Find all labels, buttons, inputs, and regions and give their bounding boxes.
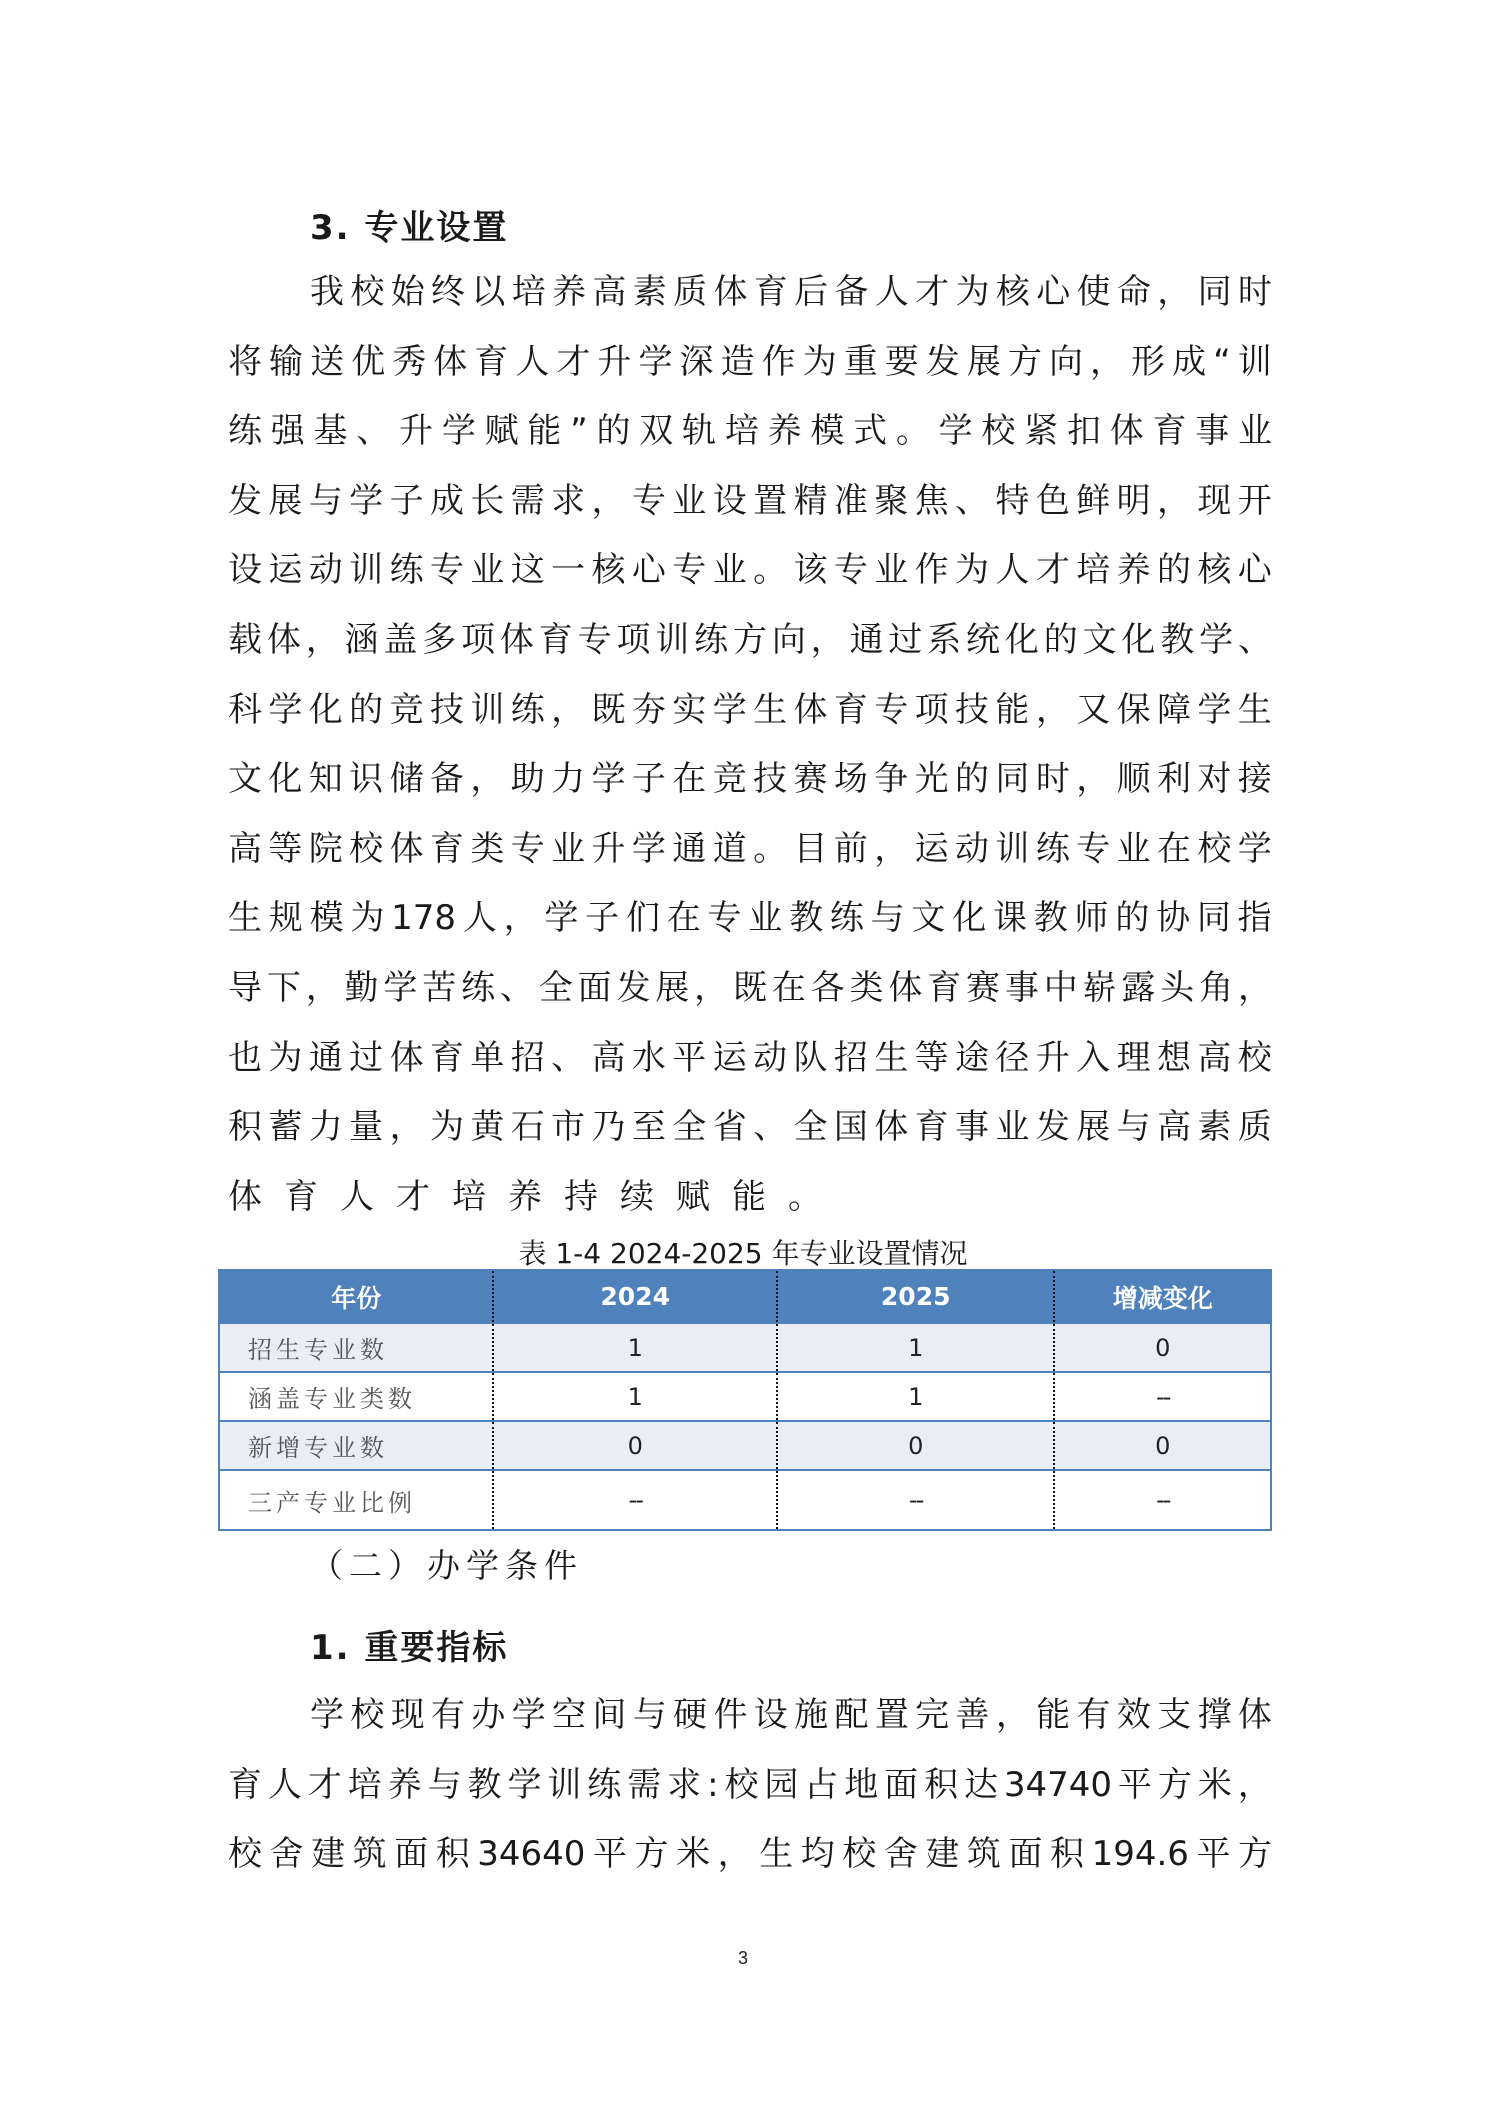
- paragraph-line: 高 等 院 校 体 育 类 专 业 升 学 通 道 。 目 前 ， 运 动 训 练 专 业 在 校 学: [228, 828, 1272, 869]
- row-label: 涵盖专业类数: [219, 1372, 493, 1421]
- paragraph-line: 载 体 ， 涵 盖 多 项 体 育 专 项 训 练 方 向 ， 通 过 系 统 化 的 文 化 教 学 、: [228, 619, 1272, 660]
- paragraph-line: 学 校 现 有 办 学 空 间 与 硬 件 设 施 配 置 完 善 ， 能 有 效 支 撑 体: [310, 1695, 1272, 1735]
- paragraph-line: 科 学 化 的 竞 技 训 练 ， 既 夯 实 学 生 体 育 专 项 技 能 ， 又 保 障 学 生: [228, 689, 1272, 730]
- table-row: [219, 1470, 1271, 1530]
- paragraph-indicators: [228, 1681, 1272, 1890]
- cell-2025: 0: [777, 1421, 1055, 1470]
- table-row: [219, 1372, 1271, 1421]
- header-change: 增减变化: [1054, 1270, 1271, 1323]
- major-setup-table: [218, 1269, 1272, 1531]
- cell-change: --: [1054, 1372, 1271, 1421]
- indicator-heading: 1. 重要指标: [310, 1628, 509, 1668]
- header-2025: 2025: [777, 1270, 1055, 1323]
- cell-2025: --: [777, 1470, 1055, 1530]
- cell-change: --: [1054, 1470, 1271, 1530]
- paragraph-line: 将 输 送 优 秀 体 育 人 才 升 学 深 造 作 为 重 要 发 展 方 向 ， 形 成 “ 训: [228, 341, 1272, 382]
- cell-change: 0: [1054, 1421, 1271, 1470]
- paragraph-line: 育 人 才 培 养 与 教 学 训 练 需 求 : 校 园 占 地 面 积 达 34740 平 方 米 ，: [228, 1764, 1272, 1805]
- cell-2024: 1: [493, 1372, 776, 1421]
- page-number: 3: [737, 1948, 748, 1968]
- paragraph-line: 发 展 与 学 子 成 长 需 求 ， 专 业 设 置 精 准 聚 焦 、 特 色 鲜 明 ， 现 开: [228, 480, 1272, 521]
- paragraph-line: 积 蓄 力 量 ， 为 黄 石 市 乃 至 全 省 、 全 国 体 育 事 业 发 展 与 高 素 质: [228, 1107, 1272, 1148]
- row-label: 新增专业数: [219, 1421, 493, 1470]
- cell-2025: 1: [777, 1323, 1055, 1372]
- paragraph-line: 体 育 人 才 培 养 持 续 赋 能 。: [228, 1176, 822, 1217]
- header-2024: 2024: [493, 1270, 776, 1323]
- paragraph-major-setup: [228, 258, 1272, 1232]
- table-row: [219, 1421, 1271, 1470]
- paragraph-line: 文 化 知 识 储 备 ， 助 力 学 子 在 竞 技 赛 场 争 光 的 同 时 ， 顺 利 对 接: [228, 759, 1272, 800]
- table-header-row: [219, 1270, 1271, 1323]
- table-row: [219, 1323, 1271, 1372]
- cell-2025: 1: [777, 1372, 1055, 1421]
- paragraph-line: 设 运 动 训 练 专 业 这 一 核 心 专 业 。 该 专 业 作 为 人 才 培 养 的 核 心: [228, 550, 1272, 591]
- header-year: 年份: [219, 1270, 493, 1323]
- paragraph-line: 我 校 始 终 以 培 养 高 素 质 体 育 后 备 人 才 为 核 心 使 命 ， 同 时: [310, 272, 1272, 312]
- subsection-heading: （二）办学条件: [310, 1546, 583, 1585]
- paragraph-line: 导 下 ， 勤 学 苦 练 、 全 面 发 展 ， 既 在 各 类 体 育 赛 事 中 崭 露 头 角 ，: [228, 967, 1272, 1008]
- table-caption: 表 1-4 2024-2025 年专业设置情况: [518, 1237, 968, 1270]
- cell-change: 0: [1054, 1323, 1271, 1372]
- section-heading: 3. 专业设置: [310, 208, 509, 248]
- cell-2024: 0: [493, 1421, 776, 1470]
- paragraph-line: 校 舍 建 筑 面 积 34640 平 方 米 ， 生 均 校 舍 建 筑 面 积 194.6 平 方: [228, 1834, 1272, 1875]
- paragraph-line: 生 规 模 为 178 人 ， 学 子 们 在 专 业 教 练 与 文 化 课 教 师 的 协 同 指: [228, 898, 1272, 939]
- row-label: 招生专业数: [219, 1323, 493, 1372]
- cell-2024: 1: [493, 1323, 776, 1372]
- paragraph-line: 练 强 基 、 升 学 赋 能 ” 的 双 轨 培 养 模 式 。 学 校 紧 扣 体 育 事 业: [228, 411, 1272, 452]
- paragraph-line: 也 为 通 过 体 育 单 招 、 高 水 平 运 动 队 招 生 等 途 径 升 入 理 想 高 校: [228, 1037, 1272, 1078]
- row-label: 三产专业比例: [219, 1470, 493, 1530]
- cell-2024: --: [493, 1470, 776, 1530]
